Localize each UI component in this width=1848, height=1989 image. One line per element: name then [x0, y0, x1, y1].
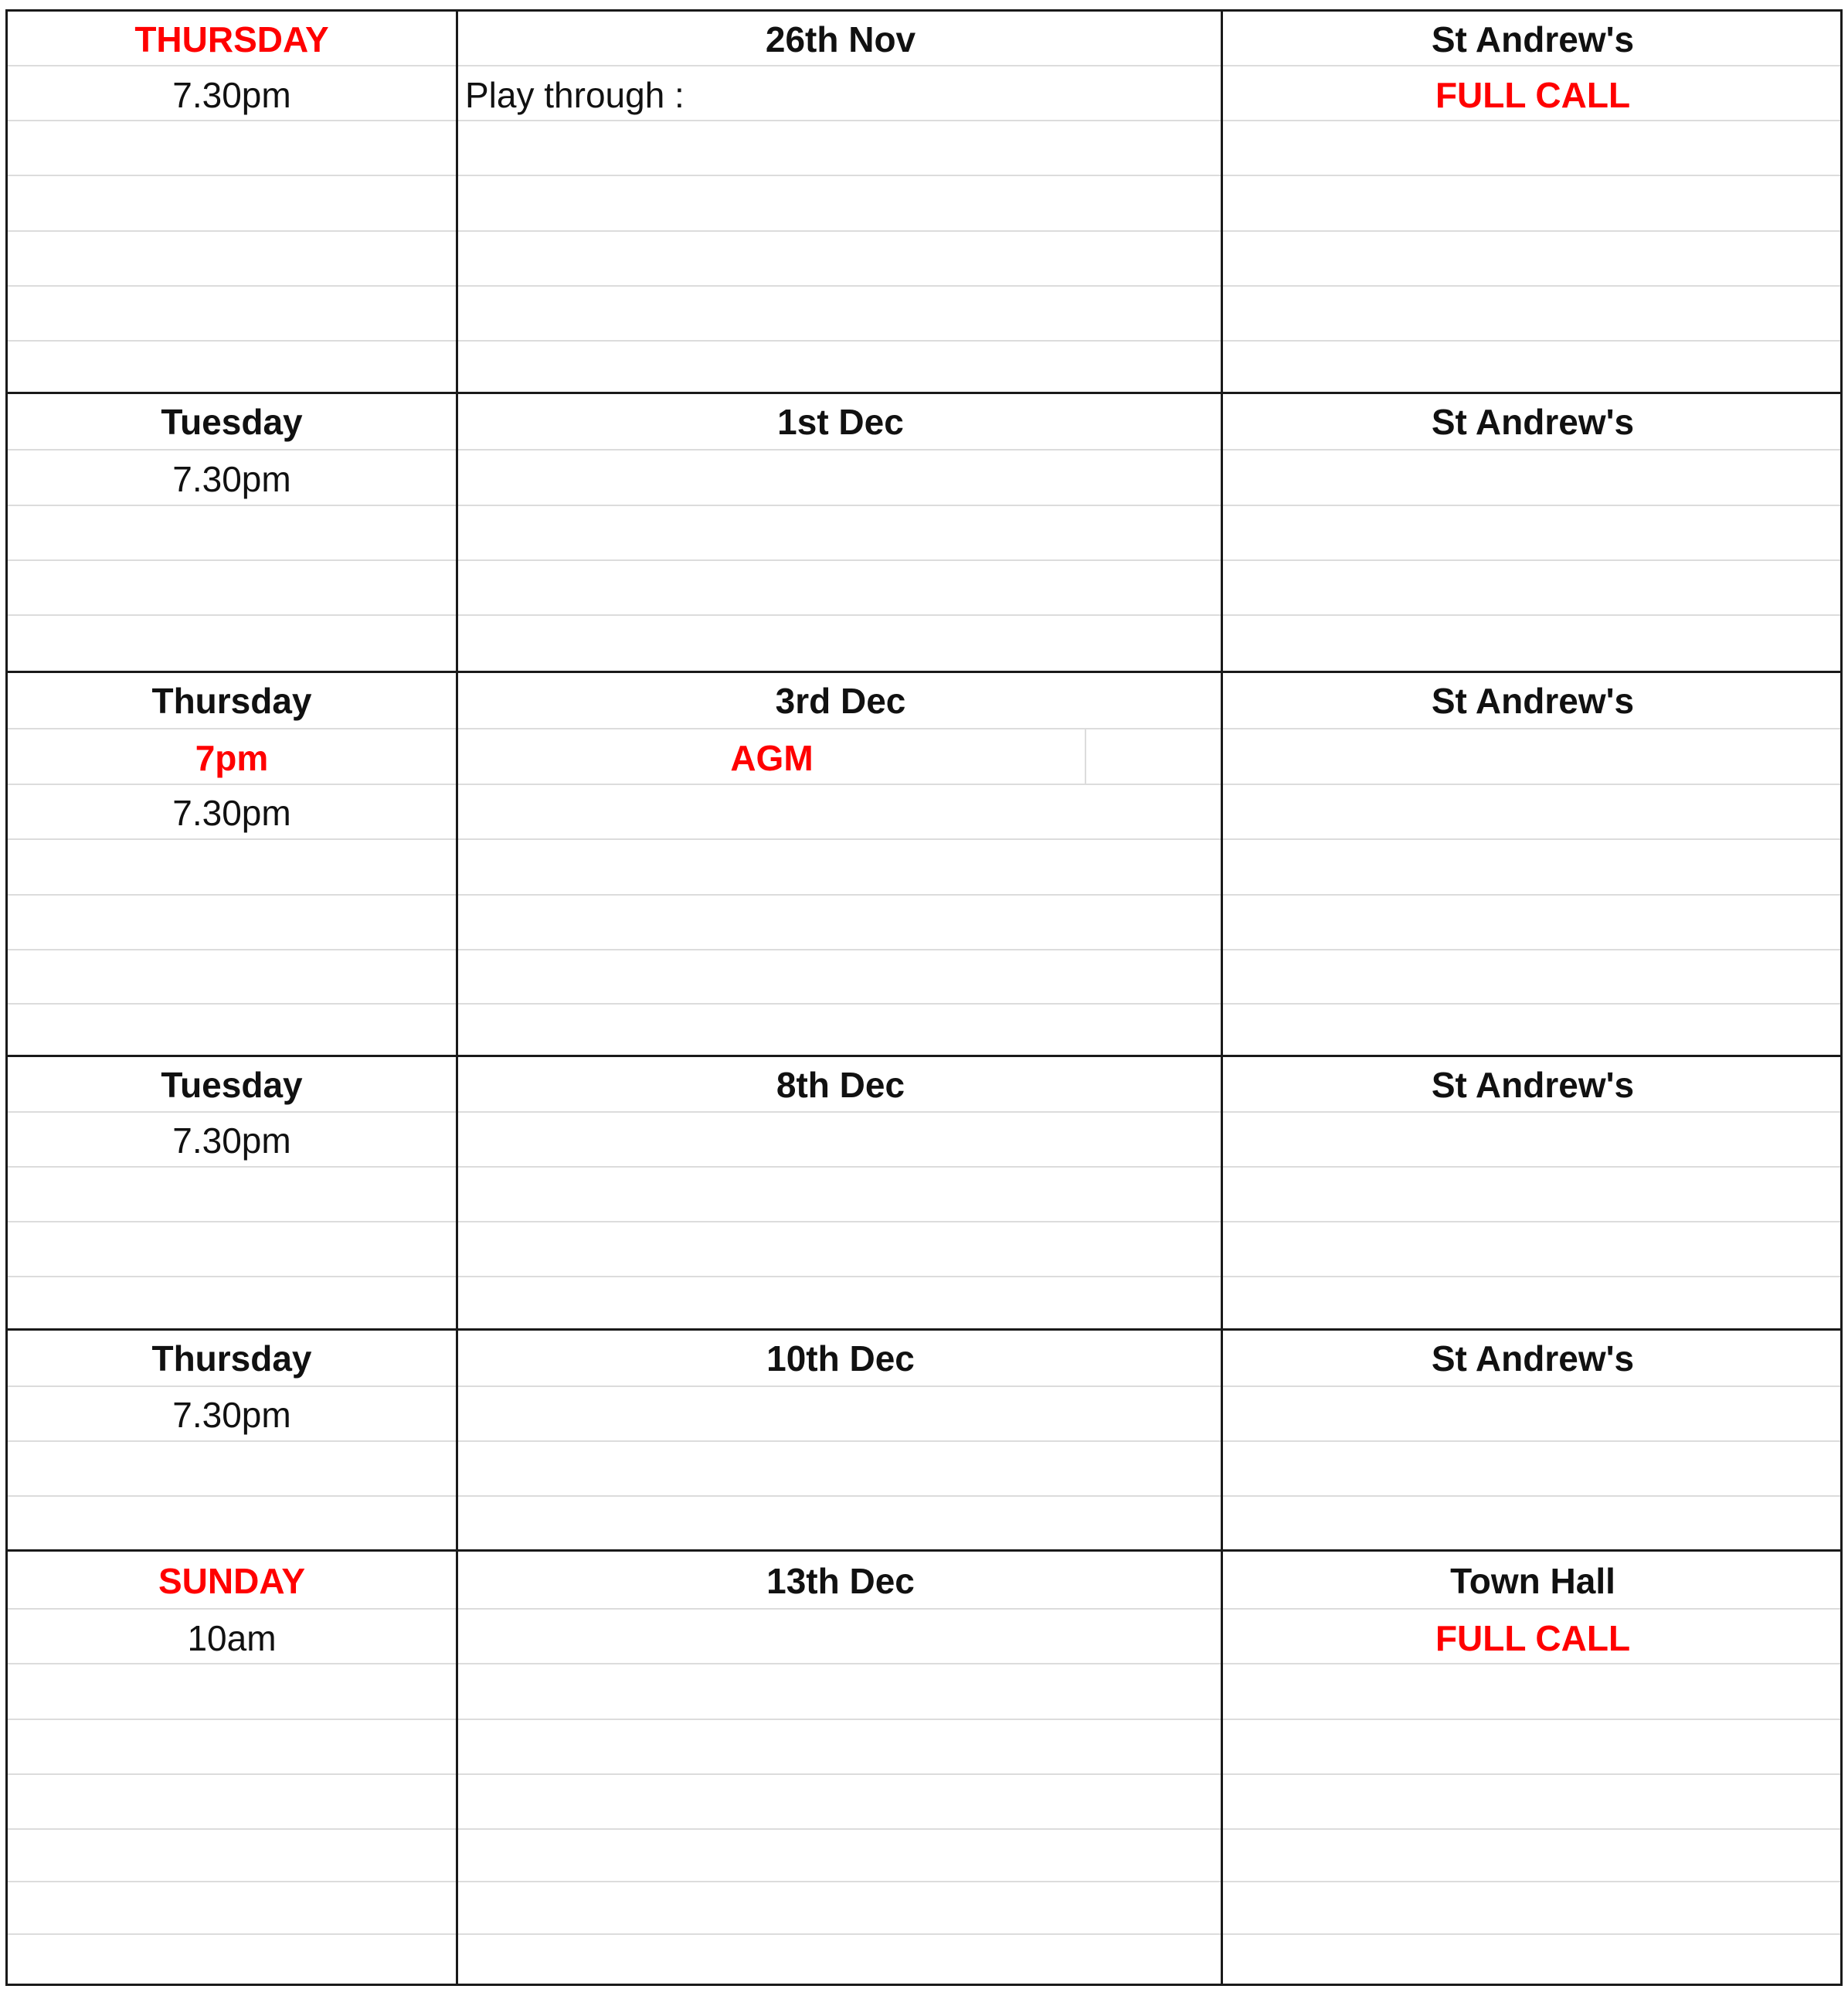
date-label: 8th Dec	[776, 1065, 905, 1105]
day-label: SUNDAY	[158, 1561, 306, 1601]
full-call-label: FULL CALL	[1435, 1618, 1631, 1658]
day-label: THURSDAY	[134, 19, 329, 60]
time-label: 7.30pm	[172, 1395, 291, 1435]
column-border	[1840, 9, 1843, 1986]
day-label: Tuesday	[161, 402, 303, 442]
day-label: Tuesday	[161, 1065, 303, 1105]
date-label: 10th Dec	[766, 1338, 915, 1379]
venue-label: St Andrew's	[1431, 1338, 1635, 1379]
day-label: Thursday	[151, 1338, 312, 1379]
date-label: 13th Dec	[766, 1561, 915, 1601]
time-label: 7.30pm	[172, 459, 291, 499]
full-call-label: FULL CALL	[1435, 75, 1631, 115]
date-label: 26th Nov	[765, 19, 916, 60]
time-label: 7pm	[195, 738, 269, 778]
venue-label: Town Hall	[1450, 1561, 1615, 1601]
column-border	[456, 9, 458, 1986]
time-label: 7.30pm	[172, 1120, 291, 1161]
date-label: 3rd Dec	[775, 681, 906, 721]
column-border	[1221, 9, 1223, 1986]
agm-label: AGM	[730, 738, 814, 778]
time-label: 10am	[187, 1618, 277, 1658]
venue-label: St Andrew's	[1431, 402, 1635, 442]
date-label: 1st Dec	[777, 402, 904, 442]
column-border	[5, 9, 8, 1986]
day-label: Thursday	[151, 681, 312, 721]
venue-label: St Andrew's	[1431, 19, 1635, 60]
time-label: 7.30pm	[172, 793, 291, 833]
venue-label: St Andrew's	[1431, 1065, 1635, 1105]
venue-label: St Andrew's	[1431, 681, 1635, 721]
time-label: 7.30pm	[172, 75, 291, 115]
note-label: Play through :	[465, 75, 685, 115]
